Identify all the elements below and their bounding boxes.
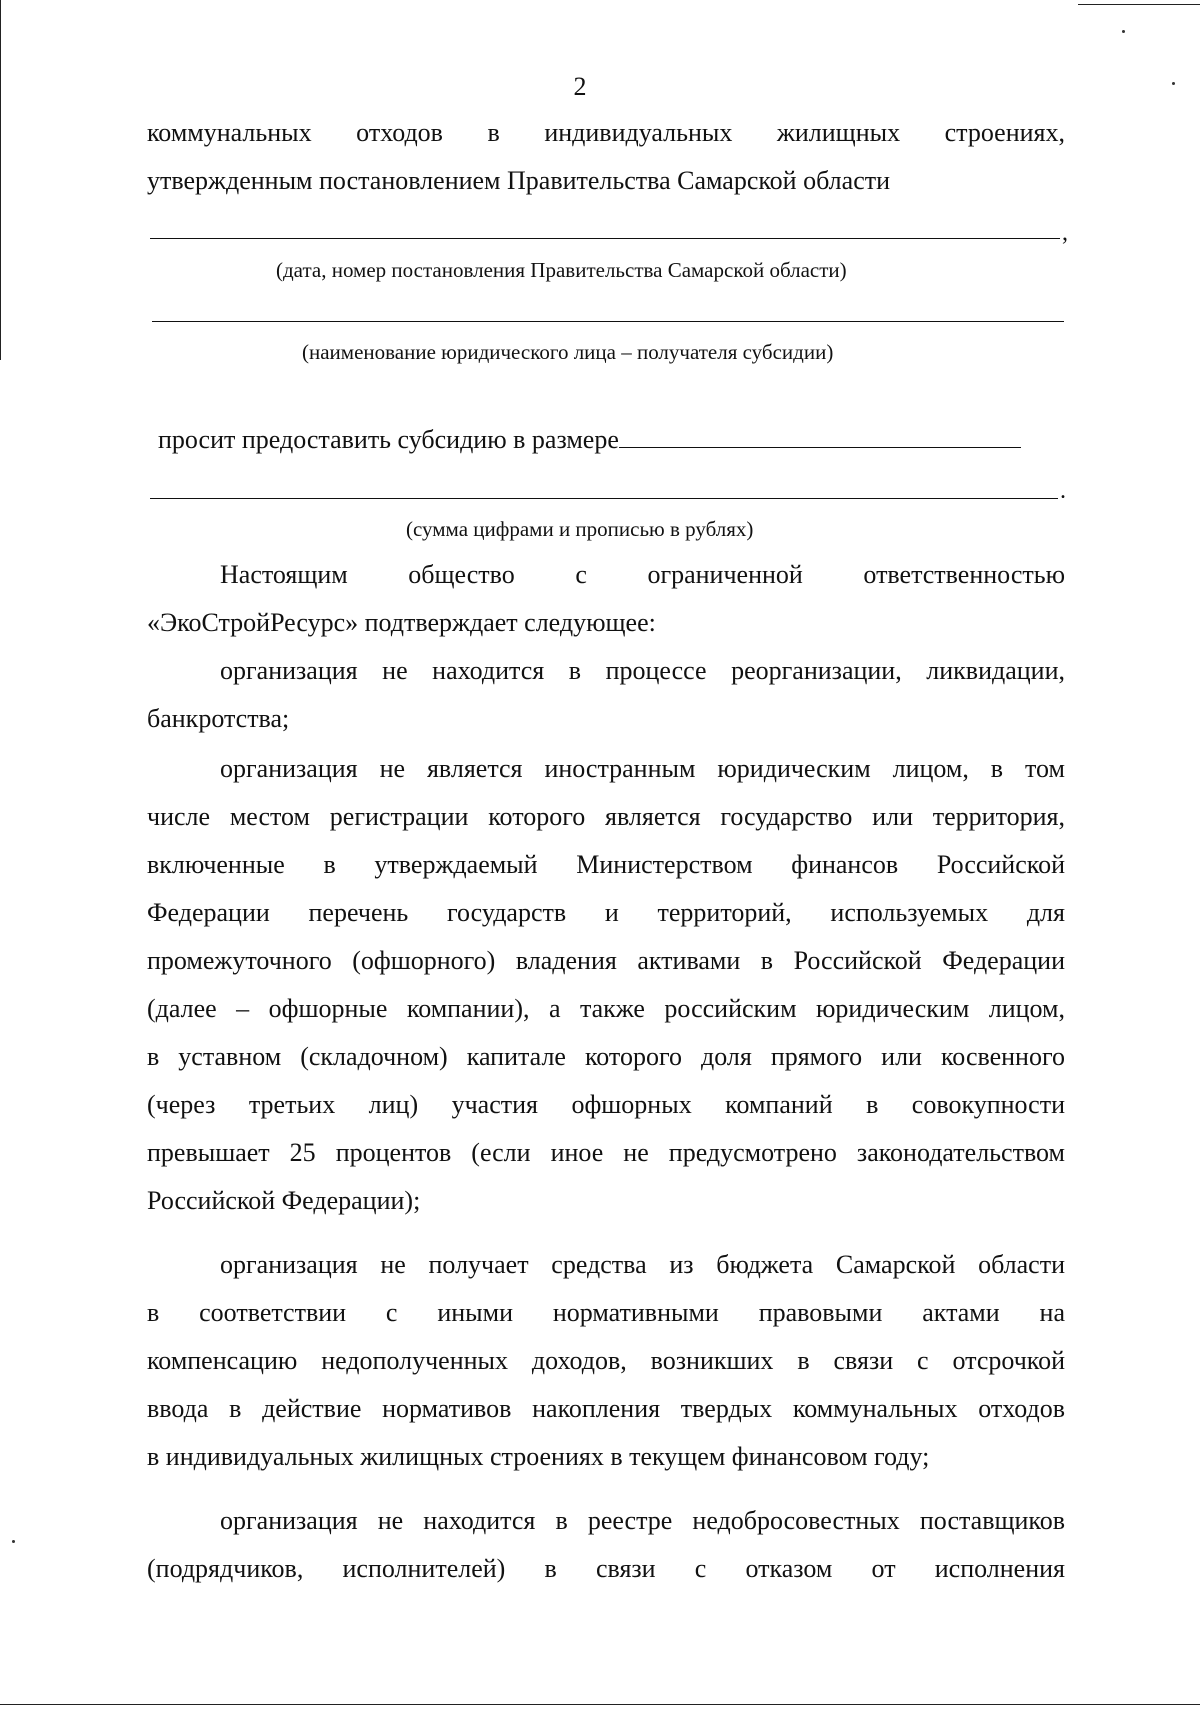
caption-decree: (дата, номер постановления Правительства Самарской области) [276,258,847,282]
subsidy-request-text: просит предоставить субсидию в размере [158,425,619,454]
scan-edge-left [0,0,1,360]
text-line: числе местом регистрации которого является государство или территория, [147,802,1065,831]
text-line: (через третьих лиц) участия офшорных компаний в совокупности [147,1090,1065,1119]
scan-edge-bottom [0,1704,1200,1705]
text-line: компенсацию недополученных доходов, возникших в связи с отсрочкой [147,1346,1065,1375]
text-line: включенные в утверждаемый Министерством финансов Российской [147,850,1065,879]
text-line: превышает 25 процентов (если иное не предусмотрено законодательством [147,1138,1065,1167]
text-line: в индивидуальных жилищных строениях в текущем финансовом году; [147,1442,930,1471]
subsidy-amount-blank [619,425,1021,448]
scan-speck [1122,30,1125,33]
page-number: 2 [573,72,587,101]
blank-line-decree [150,238,1060,239]
text-line: промежуточного (офшорного) владения активами в Российской Федерации [147,946,1065,975]
text-line: организация не получает средства из бюджета Самарской области [220,1250,1065,1279]
text-line: Настоящим общество с ограниченной ответственностью [220,560,1065,589]
text-line: (далее – офшорные компании), а также российским юридическим лицом, [147,994,1065,1023]
text-line: организация не находится в процессе реорганизации, ликвидации, [220,656,1065,685]
text-line: Российской Федерации); [147,1186,421,1215]
caption-amount: (сумма цифрами и прописью в рублях) [406,517,754,541]
text-line: ввода в действие нормативов накопления твердых коммунальных отходов [147,1394,1065,1423]
text-line: утвержденным постановлением Правительства Самарской области [147,166,891,195]
blank-line-recipient [152,321,1064,322]
text-line: в соответствии с иными нормативными правовыми актами на [147,1298,1065,1327]
scan-speck [12,1540,15,1543]
blank-line-period: . [1060,478,1066,504]
text-line: организация не является иностранным юридическим лицом, в том [220,754,1065,783]
subsidy-request-line [158,425,1068,455]
blank-line-comma: , [1062,220,1068,246]
text-line: банкротства; [147,704,290,733]
text-line: Федерации перечень государств и территорий, используемых для [147,898,1065,927]
scan-edge-top [1078,4,1200,5]
scan-speck [1172,82,1175,85]
text-line: в уставном (складочном) капитале которого доля прямого или косвенного [147,1042,1065,1071]
text-line: «ЭкоСтройРесурс» подтверждает следующее: [147,608,656,637]
blank-line-amount [150,498,1058,499]
caption-recipient: (наименование юридического лица – получателя субсидии) [302,340,834,364]
text-line: (подрядчиков, исполнителей) в связи с отказом от исполнения [147,1554,1065,1583]
text-line: организация не находится в реестре недобросовестных поставщиков [220,1506,1065,1535]
text-line: коммунальных отходов в индивидуальных жилищных строениях, [147,118,1065,147]
